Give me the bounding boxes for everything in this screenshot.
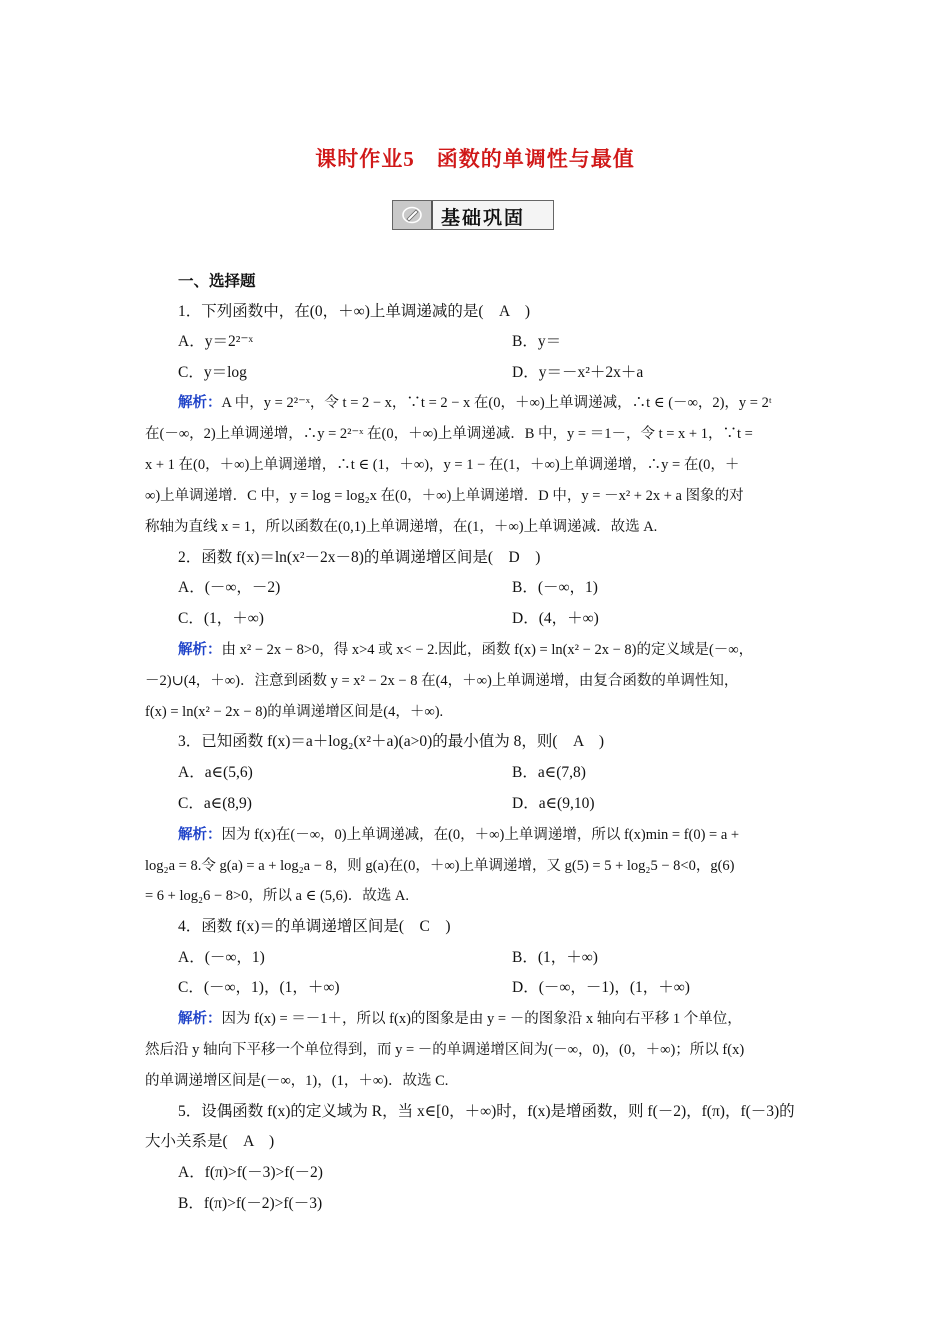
q3-option-b: B．a∈(7,8) [512,764,586,781]
q3-analysis-line-1 [178,824,810,846]
q1-option-a: A．y＝2²⁻ˣ [178,333,254,350]
worksheet-title: 课时作业5 函数的单调性与最值 [315,147,635,171]
analysis-label: 解析： [178,827,222,843]
q4-analysis-line-1 [178,1008,810,1030]
q2-analysis-line-3: f(x) = ln(x² − 2x − 8)的单调递增区间是(4，＋∞). [145,704,444,720]
q3-stem: 3．已知函数 f(x)＝a＋log₂(x²＋a)(a>0)的最小值为 8，则( A ) [178,733,605,750]
q2-option-b: B．(－∞，1) [512,579,598,596]
badge-icon-box [393,201,433,229]
q2-analysis-line-2: －2)∪(4，＋∞)．注意到函数 y = x² − 2x − 8 在(4，＋∞)上单调递增，由复合函数的单调性知， [145,673,739,689]
q3-analysis-line-3: = 6 + log₂6 − 8>0，所以 a ∈ (5,6)．故选 A. [145,888,409,904]
q5-option-b: B．f(π)>f(－2)>f(－3) [178,1195,323,1212]
q5-option-a: A．f(π)>f(－3)>f(－2) [178,1164,323,1181]
q4-option-b: B．(1，＋∞) [512,949,598,966]
q5-stem-line-1: 5．设偶函数 f(x)的定义域为 R，当 x∈[0，＋∞)时，f(x)是增函数，则 f(－2)，f(π)，f(－3)的 [178,1103,795,1120]
q3-option-a: A．a∈(5,6) [178,764,253,781]
q1-analysis-text-1: A 中，y = 2²⁻ˣ，令 t = 2 − x，∵t = 2 − x 在(0，＋∞)上单调递减，∴t ∈ (－∞，2)，y = 2ᵗ [221,395,772,411]
badge-label: 基础巩固 [441,207,526,229]
q1-analysis-line-2: 在(－∞，2)上单调递增，∴y = 2²⁻ˣ 在(0，＋∞)上单调递减．B 中，y = ＝1－，令 t = x + 1，∵t = [145,426,753,442]
analysis-label: 解析： [178,395,222,411]
q1-analysis-line-4: ∞)上单调递增．C 中，y = log = log₂x 在(0，＋∞)上单调递增．D 中，y = －x² + 2x + a 图象的对 [145,488,744,504]
q2-option-d: D．(4，＋∞) [512,610,599,627]
q3-option-c: C．a∈(8,9) [178,795,252,812]
q3-analysis-text-1: 因为 f(x)在(－∞，0)上单调递减，在(0，＋∞)上单调递增，所以 f(x)min = f(0) = a + [221,827,740,843]
q3-analysis-line-2: log₂a = 8.令 g(a) = a + log₂a − 8，则 g(a)在(0，＋∞)上单调递增，又 g(5) = 5 + log₂5 − 8<0，g(6) [145,858,735,874]
section-heading: 一、选择题 [178,273,256,290]
q3-option-d: D．a∈(9,10) [512,795,595,812]
pencil-icon [402,206,422,224]
q2-option-c: C．(1，＋∞) [178,610,264,627]
q1-option-c: C．y＝log [178,364,247,381]
q1-option-b: B．y＝ [512,333,562,350]
section-badge [392,200,554,230]
q2-analysis-line-1 [178,639,810,661]
analysis-label: 解析： [178,642,222,658]
q1-analysis-line-5: 称轴为直线 x = 1，所以函数在(0,1)上单调递增，在(1，＋∞)上单调递减．故选 A. [145,519,658,535]
q4-analysis-text-1: 因为 f(x) = ＝－1＋，所以 f(x)的图象是由 y = －的图象沿 x 轴向右平移 1 个单位， [221,1011,742,1027]
q4-option-d: D．(－∞，－1)，(1，＋∞) [512,979,690,996]
q4-option-c: C．(－∞，1)，(1，＋∞) [178,979,340,996]
q2-stem: 2．函数 f(x)＝ln(x²－2x－8)的单调递增区间是( D ) [178,549,541,566]
q1-analysis-line-1 [178,392,810,414]
q4-analysis-line-3: 的单调递增区间是(－∞，1)，(1，＋∞)．故选 C. [145,1073,449,1089]
q5-stem-line-2: 大小关系是( A ) [145,1133,275,1150]
q1-option-d: D．y＝－x²＋2x＋a [512,364,644,381]
q1-stem: 1．下列函数中，在(0，＋∞)上单调递减的是( A ) [178,303,531,320]
q2-option-a: A．(－∞，－2) [178,579,281,596]
q4-analysis-line-2: 然后沿 y 轴向下平移一个单位得到，而 y = －的单调递增区间为(－∞，0)，(0，＋∞)；所以 f(x) [145,1042,745,1058]
q2-analysis-text-1: 由 x² − 2x − 8>0，得 x>4 或 x< − 2.因此，函数 f(x) = ln(x² − 2x − 8)的定义域是(－∞， [221,642,754,658]
q4-option-a: A．(－∞，1) [178,949,265,966]
analysis-label: 解析： [178,1011,222,1027]
q4-stem: 4．函数 f(x)＝的单调递增区间是( C ) [178,918,451,935]
q1-analysis-line-3: x + 1 在(0，＋∞)上单调递增，∴t ∈ (1，＋∞)，y = 1 − 在(1，＋∞)上单调递增，∴y = 在(0，＋ [145,457,740,473]
